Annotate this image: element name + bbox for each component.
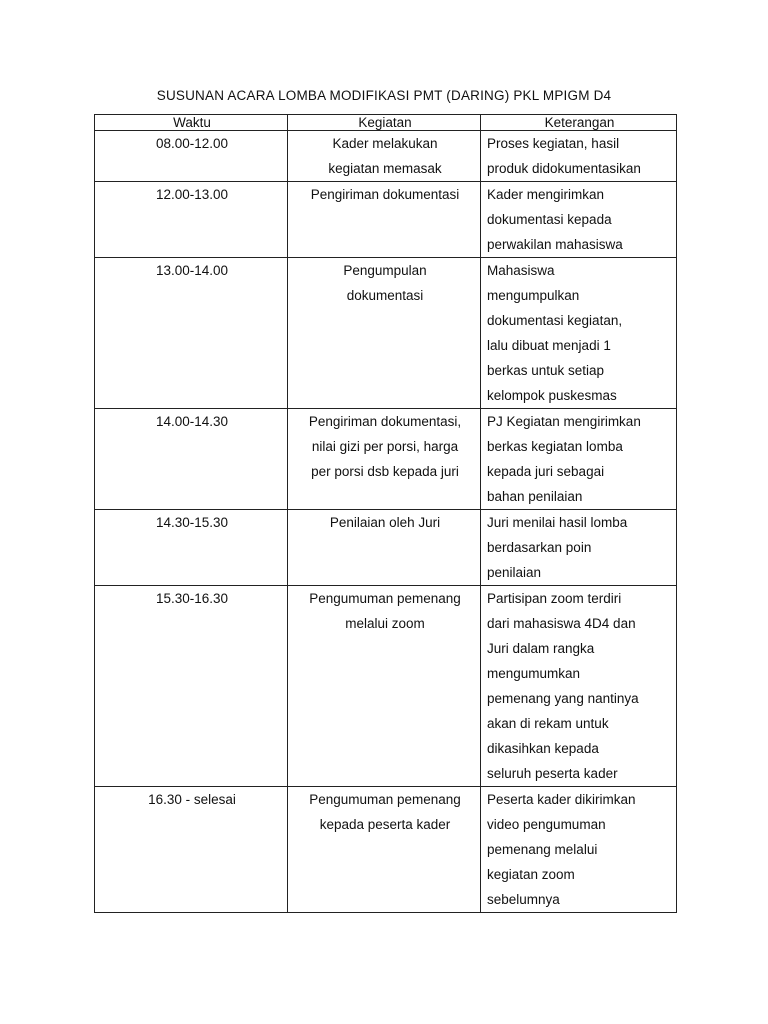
document-title: SUSUNAN ACARA LOMBA MODIFIKASI PMT (DARING) PKL MPIGM D4: [156, 88, 612, 103]
table-row: [95, 510, 677, 586]
cell-kegiatan: Penilaian oleh Juri: [288, 510, 481, 586]
table-row: [95, 131, 677, 182]
table-header-row: [95, 115, 677, 131]
cell-kegiatan: Pengiriman dokumentasi: [288, 182, 481, 258]
schedule-table: [94, 114, 677, 913]
cell-waktu: 13.00-14.00: [95, 258, 288, 409]
cell-waktu: 14.00-14.30: [95, 409, 288, 510]
cell-kegiatan: Pengumuman pemenang melalui zoom: [288, 586, 481, 787]
cell-keterangan: Mahasiswa mengumpulkan dokumentasi kegiatan, lalu dibuat menjadi 1 berkas untuk setiap kelompok puskesmas: [481, 258, 677, 409]
table-row: [95, 409, 677, 510]
cell-keterangan: Partisipan zoom terdiri dari mahasiswa 4D4 dan Juri dalam rangka mengumumkan pemenang yang nantinya akan di rekam untuk dikasihkan kepada seluruh peserta kader: [481, 586, 677, 787]
cell-keterangan: Juri menilai hasil lomba berdasarkan poin penilaian: [481, 510, 677, 586]
cell-kegiatan: Pengiriman dokumentasi, nilai gizi per porsi, harga per porsi dsb kepada juri: [288, 409, 481, 510]
cell-waktu: 15.30-16.30: [95, 586, 288, 787]
header-keterangan: Keterangan: [481, 115, 677, 131]
table-row: [95, 787, 677, 913]
cell-keterangan: Peserta kader dikirimkan video pengumuman pemenang melalui kegiatan zoom sebelumnya: [481, 787, 677, 913]
table-row: [95, 182, 677, 258]
cell-keterangan: Kader mengirimkan dokumentasi kepada perwakilan mahasiswa: [481, 182, 677, 258]
table-row: [95, 586, 677, 787]
cell-kegiatan: Kader melakukan kegiatan memasak: [288, 131, 481, 182]
cell-keterangan: PJ Kegiatan mengirimkan berkas kegiatan lomba kepada juri sebagai bahan penilaian: [481, 409, 677, 510]
cell-keterangan: Proses kegiatan, hasil produk didokumentasikan: [481, 131, 677, 182]
header-waktu: Waktu: [95, 115, 288, 131]
cell-waktu: 08.00-12.00: [95, 131, 288, 182]
cell-kegiatan: Pengumpulan dokumentasi: [288, 258, 481, 409]
cell-waktu: 14.30-15.30: [95, 510, 288, 586]
cell-waktu: 12.00-13.00: [95, 182, 288, 258]
cell-kegiatan: Pengumuman pemenang kepada peserta kader: [288, 787, 481, 913]
header-kegiatan: Kegiatan: [288, 115, 481, 131]
cell-waktu: 16.30 - selesai: [95, 787, 288, 913]
table-row: [95, 258, 677, 409]
